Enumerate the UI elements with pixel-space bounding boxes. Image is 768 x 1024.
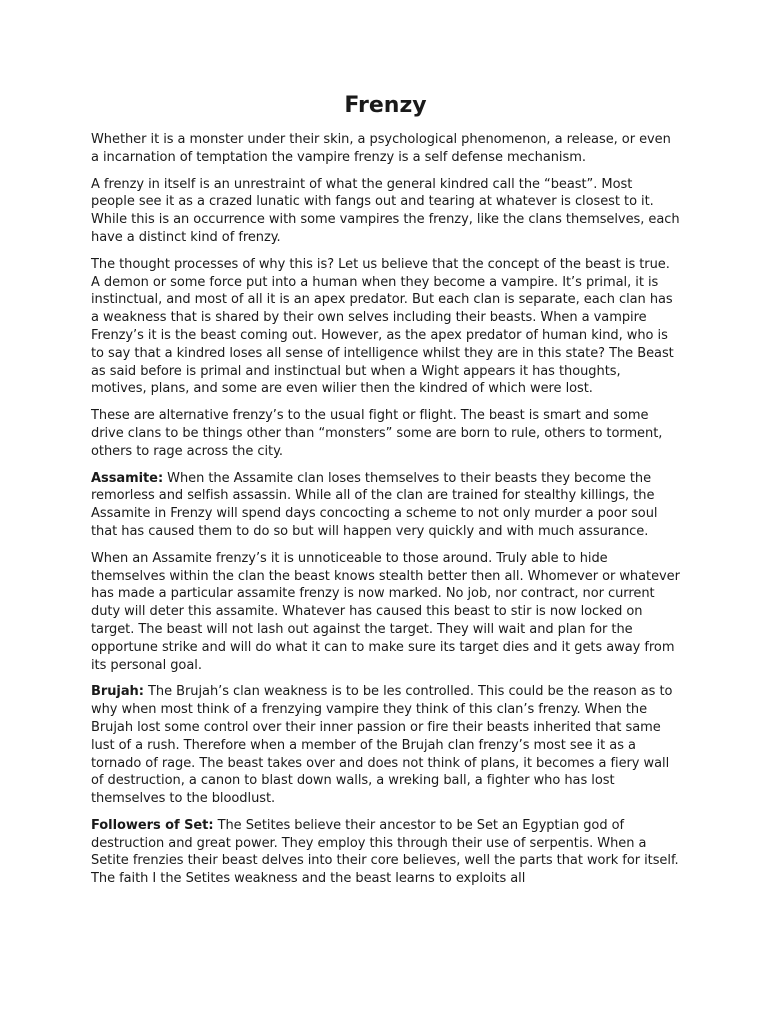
paragraph-text: When an Assamite frenzy’s it is unnoticeable to those around. Truly able to hide themselves within the clan the beast knows stealth better then all. Whomever or whatever has made a particular assamite frenzy is now marked. No job, nor contract, nor current duty will deter this assamite. Whatever has caused this beast to stir is now locked on target. The beast will not lash out against the target. They will wait and plan for the opportune strike and will do what it can to make sure its target dies and it gets away from its personal goal. (91, 550, 680, 673)
paragraph-text: The thought processes of why this is? Let us believe that the concept of the beast is true. A demon or some force put into a human when they become a vampire. It’s primal, it is instinctual, and most of all it is an apex predator. But each clan is separate, each clan has a weakness that is shared by their own selves including their beasts. When a vampire Frenzy’s it is the beast coming out. However, as the apex predator of human kind, who is to say that a kindred loses all sense of intelligence whilst they are in this state? The Beast as said before is primal and instinctual but when a Wight appears it has thoughts, motives, plans, and some are even wilier then the kindred of which were lost. (91, 256, 674, 397)
paragraph-beast-definition (91, 176, 680, 247)
paragraph-brujah (91, 683, 680, 808)
paragraph-intro (91, 131, 680, 167)
paragraph-followers-of-set (91, 817, 680, 888)
paragraph-text: These are alternative frenzy’s to the usual fight or flight. The beast is smart and some drive clans to be things other than “monsters” some are born to rule, others to torment, others to rage across the city. (91, 408, 663, 459)
clan-heading-assamite: Assamite: (91, 470, 164, 486)
paragraph-text: The Setites believe their ancestor to be Set an Egyptian god of destruction and great power. They employ this through their use of serpentis. When a Setite frenzies their beast delves into their core believes, well the parts that work for itself. The faith I the Setites weakness and the beast learns to exploits all (91, 817, 679, 887)
paragraph-text: The Brujah’s clan weakness is to be les controlled. This could be the reason as to why when most think of a frenzying vampire they think of this clan’s frenzy. When the Brujah lost some control over their inner passion or fire their beasts inherited that same lust of a rush. Therefore when a member of the Brujah clan frenzy’s most see it as a tornado of rage. The beast takes over and does not think of plans, it becomes a fiery wall of destruction, a canon to blast down walls, a wreking ball, a fighter who has lost themselves to the bloodlust. (91, 684, 673, 807)
clan-heading-brujah: Brujah: (91, 684, 144, 700)
paragraph-text: A frenzy in itself is an unrestraint of what the general kindred call the “beast”. Most people see it as a crazed lunatic with fangs out and tearing at whatever is closest to it. While this is an occurrence with some vampires the frenzy, like the clans themselves, each have a distinct kind of frenzy. (91, 176, 680, 245)
paragraph-assamite-detail (91, 550, 680, 675)
paragraph-thought-processes (91, 256, 680, 398)
clan-heading-followers-of-set: Followers of Set: (91, 817, 214, 833)
paragraph-alternative-frenzies (91, 407, 680, 460)
paragraph-text: When the Assamite clan loses themselves to their beasts they become the remorless and selfish assassin. While all of the clan are trained for stealthy killings, the Assamite in Frenzy will spend days concocting a scheme to not only murder a poor soul that has caused them to do so but will happen very quickly and with much assurance. (91, 470, 658, 539)
paragraph-assamite (91, 470, 680, 541)
document-title: Frenzy (344, 93, 427, 118)
paragraph-text: Whether it is a monster under their skin, a psychological phenomenon, a release, or even a incarnation of temptation the vampire frenzy is a self defense mechanism. (91, 132, 671, 165)
